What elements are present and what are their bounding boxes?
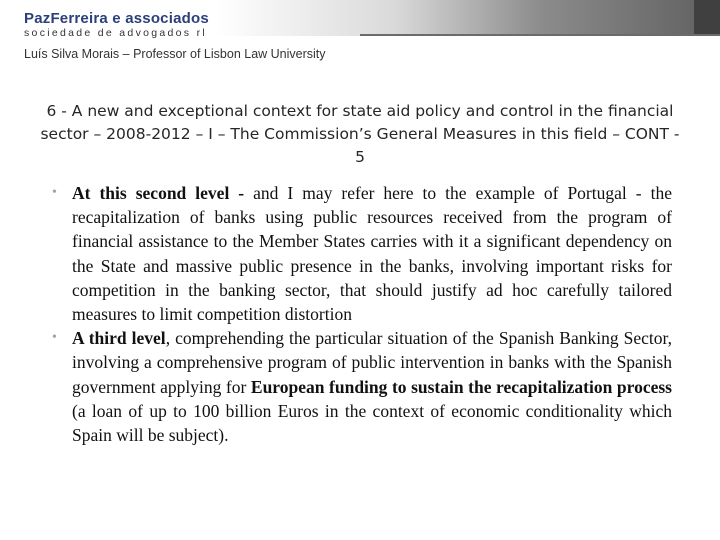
bullet-dot-icon: • (52, 330, 57, 346)
slide-title: 6 - A new and exceptional context for state aid policy and control in the financial sector – 2008-2012 – I – The Commission’s General Measures in this field – CONT - 5 (40, 102, 680, 166)
logo-name: PazFerreira e associados (24, 10, 209, 27)
bullet-item-third-level (52, 326, 672, 447)
bullet-item-second-level (52, 181, 672, 326)
bullet-text: and I may refer here to the example of Portugal - the recapitalization of banks using public resources received from the program of financial assistance to the Member States carries with it a significant dependency on the State and massive public presence in the banks, involving important risks for competition in the banking sector, that should justify ad hoc carefully tailored measures to limit competition distortion (72, 183, 672, 325)
bullet-emphasis: European funding to sustain the recapitalization process (250, 376, 672, 397)
bullet-lead: At this second level - (72, 183, 245, 203)
bullet-lead: A third level (72, 328, 166, 349)
header-divider (360, 34, 720, 36)
header-bar-corner (694, 0, 720, 36)
bullet-tail: (a loan of up to 100 billion Euros in the context of economic conditionality which Spain will be subject). (72, 400, 672, 446)
logo-subtitle: sociedade de advogados rl (24, 27, 208, 39)
bullet-dot-icon: • (52, 185, 57, 200)
author-line: Luís Silva Morais – Professor of Lisbon Law University (24, 47, 326, 61)
bullet-text: , comprehending the particular situation of the Spanish Banking Sector, involving a comprehensive program of public intervention in banks with the Spanish government applying for (72, 328, 672, 397)
bullet-list (52, 181, 672, 447)
firm-logo (24, 10, 209, 39)
